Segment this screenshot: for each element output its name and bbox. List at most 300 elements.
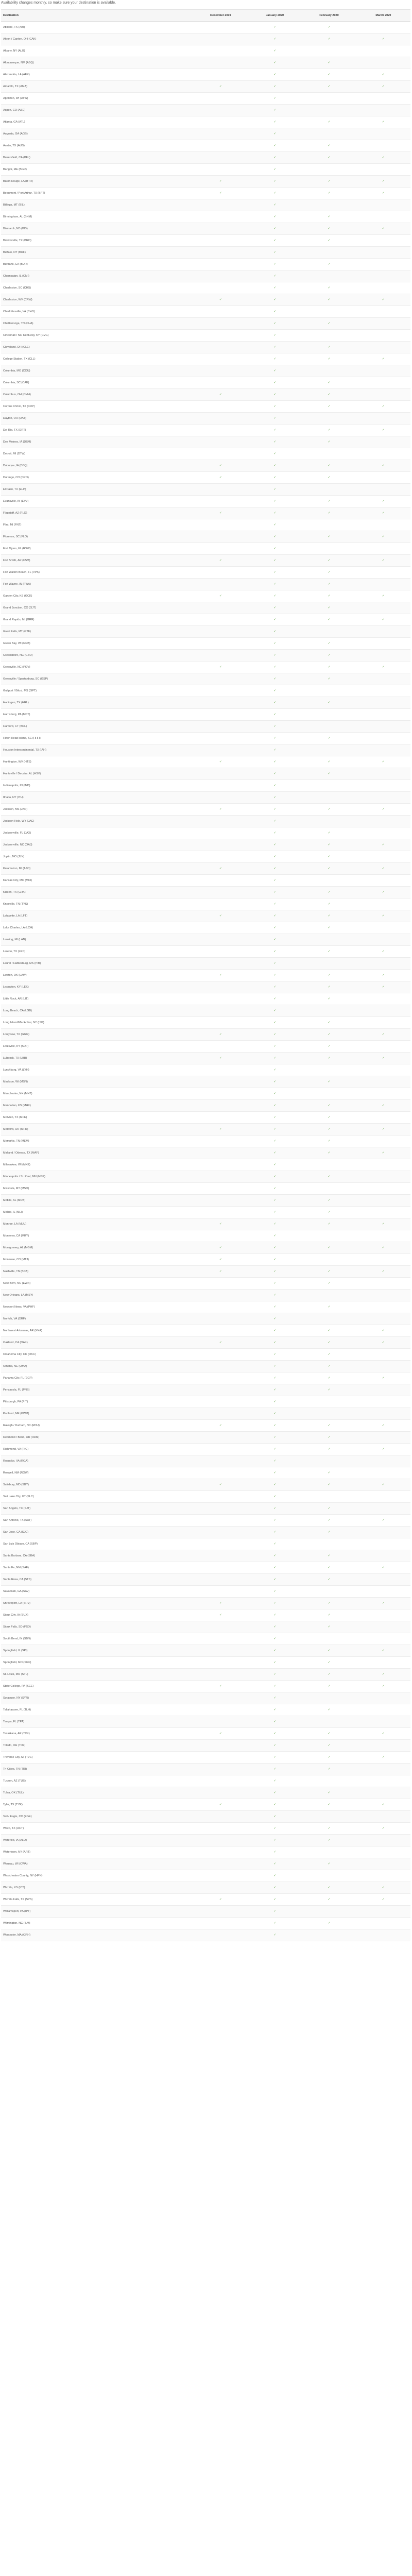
availability-cell [356, 259, 410, 270]
availability-cell [248, 57, 302, 69]
availability-cell [248, 1325, 302, 1337]
check-icon: ✓ [328, 1080, 331, 1083]
availability-cell [356, 1278, 410, 1290]
availability-cell [248, 685, 302, 697]
check-icon: ✓ [273, 1637, 277, 1640]
table-row [1, 721, 410, 733]
availability-cell [356, 460, 410, 472]
availability-cell [194, 507, 248, 519]
table-row [1, 425, 410, 436]
availability-cell [194, 1811, 248, 1823]
availability-cell [248, 1716, 302, 1728]
check-icon: ✓ [382, 1755, 385, 1759]
availability-cell [356, 377, 410, 389]
availability-cell [302, 330, 356, 342]
availability-cell [194, 1775, 248, 1787]
availability-cell [194, 602, 248, 614]
table-row [1, 756, 410, 768]
check-icon: ✓ [219, 867, 222, 870]
check-icon: ✓ [273, 855, 277, 858]
table-row [1, 1823, 410, 1835]
availability-cell [356, 1609, 410, 1621]
availability-cell [194, 1515, 248, 1527]
availability-cell [194, 318, 248, 330]
check-icon: ✓ [382, 1222, 385, 1226]
check-icon: ✓ [273, 298, 277, 301]
availability-cell [248, 602, 302, 614]
destination-cell: Long Island/MacArthur, NY (ISP) [1, 1017, 194, 1029]
check-icon: ✓ [273, 558, 277, 562]
availability-cell [248, 899, 302, 910]
check-icon: ✓ [273, 1578, 277, 1581]
check-icon: ✓ [382, 191, 385, 195]
destination-cell: Vail / Eagle, CO (EGE) [1, 1811, 194, 1823]
check-icon: ✓ [382, 867, 385, 870]
check-icon: ✓ [273, 1471, 277, 1475]
check-icon: ✓ [273, 262, 277, 266]
availability-cell [302, 484, 356, 496]
destination-cell: Hartford, CT (BDL) [1, 721, 194, 733]
destination-cell: Augusta, GA (AGS) [1, 128, 194, 140]
check-icon: ✓ [328, 357, 331, 361]
availability-cell [302, 993, 356, 1005]
availability-cell [302, 365, 356, 377]
availability-cell [248, 484, 302, 496]
availability-cell [302, 1254, 356, 1266]
table-row [1, 235, 410, 247]
table-row [1, 448, 410, 460]
check-icon: ✓ [328, 1862, 331, 1866]
check-icon: ✓ [273, 1897, 277, 1901]
availability-cell [194, 211, 248, 223]
check-icon: ✓ [273, 1862, 277, 1866]
availability-cell [356, 211, 410, 223]
availability-cell [248, 1017, 302, 1029]
check-icon: ✓ [273, 191, 277, 195]
availability-cell [194, 330, 248, 342]
destination-cell: Salisbury, MD (SBY) [1, 1479, 194, 1491]
table-row [1, 164, 410, 176]
table-row [1, 69, 410, 81]
table-row [1, 662, 410, 673]
table-row [1, 1337, 410, 1349]
check-icon: ✓ [219, 1341, 222, 1344]
check-icon: ✓ [219, 476, 222, 479]
availability-cell [194, 342, 248, 353]
table-row [1, 45, 410, 57]
check-icon: ✓ [328, 144, 331, 147]
availability-cell [302, 1147, 356, 1159]
check-icon: ✓ [273, 49, 277, 53]
availability-cell [356, 247, 410, 259]
availability-cell [356, 223, 410, 235]
destination-cell: Roswell, NM (ROW) [1, 1467, 194, 1479]
availability-cell [302, 1657, 356, 1669]
availability-cell [194, 1444, 248, 1455]
availability-cell [194, 1894, 248, 1906]
check-icon: ✓ [273, 1743, 277, 1747]
destination-cell: Aspen, CO (ASE) [1, 105, 194, 116]
availability-cell [194, 1621, 248, 1633]
destination-cell: Worcester, MA (ORH) [1, 1929, 194, 1941]
table-row [1, 1621, 410, 1633]
check-icon: ✓ [382, 760, 385, 764]
availability-cell [248, 330, 302, 342]
check-icon: ✓ [328, 1044, 331, 1048]
availability-cell [248, 93, 302, 105]
check-icon: ✓ [219, 179, 222, 183]
check-icon: ✓ [273, 511, 277, 515]
availability-cell [194, 1396, 248, 1408]
availability-cell [248, 1349, 302, 1361]
availability-cell [302, 1207, 356, 1218]
check-icon: ✓ [382, 1732, 385, 1735]
check-icon: ✓ [273, 333, 277, 337]
table-row [1, 768, 410, 780]
check-icon: ✓ [273, 938, 277, 941]
check-icon: ✓ [273, 1115, 277, 1119]
availability-cell [356, 1550, 410, 1562]
availability-cell [356, 910, 410, 922]
check-icon: ✓ [382, 1341, 385, 1344]
destination-cell: Wilmington, NC (ILM) [1, 1918, 194, 1929]
check-icon: ✓ [273, 1649, 277, 1652]
availability-cell [356, 1894, 410, 1906]
table-row [1, 472, 410, 484]
check-icon: ✓ [219, 1423, 222, 1427]
availability-cell [356, 744, 410, 756]
availability-cell [194, 235, 248, 247]
table-row [1, 875, 410, 887]
availability-cell [356, 780, 410, 792]
availability-cell [356, 839, 410, 851]
check-icon: ✓ [273, 867, 277, 870]
check-icon: ✓ [382, 37, 385, 41]
destination-cell: Pensacola, FL (PNS) [1, 1384, 194, 1396]
table-row [1, 436, 410, 448]
destination-cell: Knoxville, TN (TYS) [1, 899, 194, 910]
destination-cell: Huntington, WV (HTS) [1, 756, 194, 768]
availability-cell [248, 1076, 302, 1088]
availability-cell [356, 1372, 410, 1384]
destination-cell: Milwaukee, WI (MKE) [1, 1159, 194, 1171]
table-row [1, 1491, 410, 1503]
table-row [1, 330, 410, 342]
availability-cell [248, 1704, 302, 1716]
availability-cell [194, 756, 248, 768]
availability-cell [356, 721, 410, 733]
destination-cell: Shreveport, LA (SHV) [1, 1598, 194, 1609]
availability-cell [194, 1041, 248, 1053]
availability-cell [356, 1681, 410, 1692]
availability-cell [248, 887, 302, 899]
availability-cell [248, 1775, 302, 1787]
availability-cell [356, 1515, 410, 1527]
check-icon: ✓ [273, 1056, 277, 1060]
destination-cell: Lawton, OK (LAW) [1, 970, 194, 981]
availability-cell [302, 839, 356, 851]
table-row [1, 1017, 410, 1029]
destination-cell: Newport News, VA (PHF) [1, 1301, 194, 1313]
destination-cell: Texarkana, AR (TXK) [1, 1728, 194, 1740]
availability-note: Availability changes monthly, so make sure your destination is available. [1, 1, 116, 5]
availability-cell [356, 1657, 410, 1669]
check-icon: ✓ [328, 393, 331, 396]
availability-cell [248, 768, 302, 780]
availability-cell [302, 1266, 356, 1278]
check-icon: ✓ [273, 144, 277, 147]
availability-cell [248, 993, 302, 1005]
table-row [1, 128, 410, 140]
table-row [1, 1218, 410, 1230]
availability-cell [302, 1396, 356, 1408]
table-row [1, 294, 410, 306]
availability-cell [356, 827, 410, 839]
check-icon: ✓ [273, 630, 277, 633]
destination-cell: Lansing, MI (LAN) [1, 934, 194, 946]
check-icon: ✓ [273, 1589, 277, 1593]
destination-cell: Buffalo, NY (BUF) [1, 247, 194, 259]
destination-cell: Moline, IL (MLI) [1, 1207, 194, 1218]
availability-cell [248, 1372, 302, 1384]
availability-cell [248, 1254, 302, 1266]
availability-cell [356, 1290, 410, 1301]
destination-cell: Lexington, KY (LEX) [1, 981, 194, 993]
check-icon: ✓ [273, 713, 277, 716]
table-row [1, 1609, 410, 1621]
availability-cell [302, 1491, 356, 1503]
column-header-december-2019: December 2019 [194, 10, 248, 22]
availability-cell [356, 1076, 410, 1088]
destination-cell: San Angelo, TX (SJT) [1, 1503, 194, 1515]
check-icon: ✓ [219, 1483, 222, 1486]
availability-cell [248, 1171, 302, 1183]
availability-cell [248, 827, 302, 839]
availability-cell [302, 235, 356, 247]
availability-cell [248, 199, 302, 211]
availability-cell [302, 958, 356, 970]
availability-cell [248, 235, 302, 247]
availability-cell [356, 1870, 410, 1882]
check-icon: ✓ [382, 1056, 385, 1060]
availability-cell [194, 1100, 248, 1112]
check-icon: ✓ [273, 369, 277, 372]
availability-cell [356, 436, 410, 448]
destination-cell: Syracuse, NY (SYR) [1, 1692, 194, 1704]
check-icon: ✓ [382, 1151, 385, 1155]
check-icon: ✓ [328, 381, 331, 384]
availability-cell [194, 887, 248, 899]
check-icon: ✓ [273, 120, 277, 124]
availability-cell [248, 1195, 302, 1207]
availability-cell [302, 792, 356, 804]
check-icon: ✓ [273, 1412, 277, 1415]
availability-cell [302, 425, 356, 436]
availability-cell [248, 1242, 302, 1254]
check-icon: ✓ [328, 1139, 331, 1143]
destination-cell: Bakersfield, CA (BFL) [1, 152, 194, 164]
check-icon: ✓ [328, 1305, 331, 1309]
table-row [1, 1100, 410, 1112]
availability-cell [356, 1669, 410, 1681]
check-icon: ✓ [273, 1625, 277, 1629]
check-icon: ✓ [273, 1032, 277, 1036]
availability-cell [248, 1207, 302, 1218]
check-icon: ✓ [328, 1364, 331, 1368]
destination-cell: Lake Charles, LA (LCH) [1, 922, 194, 934]
availability-cell [356, 1740, 410, 1752]
destination-cell: Burbank, CA (BUR) [1, 259, 194, 270]
table-row [1, 1882, 410, 1894]
column-header-february-2020: February 2020 [302, 10, 356, 22]
availability-cell [302, 567, 356, 579]
table-row [1, 116, 410, 128]
check-icon: ✓ [273, 1850, 277, 1854]
availability-cell [302, 1692, 356, 1704]
check-icon: ✓ [273, 1459, 277, 1463]
table-row [1, 993, 410, 1005]
table-row [1, 496, 410, 507]
availability-cell [356, 934, 410, 946]
check-icon: ✓ [273, 736, 277, 740]
destination-cell: Tallahassee, FL (TLH) [1, 1704, 194, 1716]
availability-cell [302, 1835, 356, 1846]
check-icon: ✓ [273, 748, 277, 752]
availability-cell [302, 590, 356, 602]
check-icon: ✓ [328, 1613, 331, 1617]
availability-cell [302, 1136, 356, 1147]
table-row [1, 839, 410, 851]
check-icon: ✓ [328, 1886, 331, 1889]
availability-cell [356, 863, 410, 875]
destination-cell: Des Moines, IA (DSM) [1, 436, 194, 448]
check-icon: ✓ [328, 653, 331, 657]
availability-cell [248, 140, 302, 152]
availability-cell [302, 1562, 356, 1574]
table-row [1, 1479, 410, 1491]
availability-cell [248, 1361, 302, 1372]
check-icon: ✓ [328, 1127, 331, 1131]
availability-cell [302, 531, 356, 543]
availability-cell [356, 270, 410, 282]
availability-cell [302, 756, 356, 768]
check-icon: ✓ [219, 1056, 222, 1060]
availability-cell [356, 1361, 410, 1372]
table-row [1, 1124, 410, 1136]
availability-cell [302, 1444, 356, 1455]
availability-cell [302, 1633, 356, 1645]
availability-cell [194, 650, 248, 662]
availability-cell [302, 1527, 356, 1538]
destination-cell: Williamsport, PA (IPT) [1, 1906, 194, 1918]
availability-cell [356, 614, 410, 626]
availability-cell [302, 1846, 356, 1858]
destination-cell: Hilton Head Island, SC (HHH) [1, 733, 194, 744]
destination-cell: Cincinnati / No. Kentucky, KY (CVG) [1, 330, 194, 342]
table-row [1, 638, 410, 650]
availability-cell [194, 164, 248, 176]
availability-cell [356, 128, 410, 140]
check-icon: ✓ [382, 404, 385, 408]
table-row [1, 1752, 410, 1764]
availability-cell [194, 1787, 248, 1799]
availability-cell [302, 1929, 356, 1941]
availability-cell [194, 1503, 248, 1515]
availability-cell [194, 1870, 248, 1882]
table-row [1, 816, 410, 827]
availability-cell [194, 1325, 248, 1337]
availability-cell [302, 389, 356, 401]
check-icon: ✓ [328, 950, 331, 953]
availability-cell [248, 673, 302, 685]
check-icon: ✓ [328, 618, 331, 621]
table-row [1, 1207, 410, 1218]
availability-cell [356, 1266, 410, 1278]
check-icon: ✓ [273, 985, 277, 989]
availability-cell [302, 1159, 356, 1171]
table-row [1, 958, 410, 970]
check-icon: ✓ [328, 1708, 331, 1711]
table-row [1, 1290, 410, 1301]
availability-cell [302, 1799, 356, 1811]
check-icon: ✓ [328, 1672, 331, 1676]
availability-cell [302, 247, 356, 259]
check-icon: ✓ [273, 84, 277, 88]
check-icon: ✓ [273, 1566, 277, 1569]
check-icon: ✓ [328, 760, 331, 764]
check-icon: ✓ [273, 345, 277, 349]
availability-cell [248, 780, 302, 792]
check-icon: ✓ [273, 108, 277, 112]
check-icon: ✓ [328, 1435, 331, 1439]
availability-cell [356, 152, 410, 164]
destination-cell: Champaign, IL (CMI) [1, 270, 194, 282]
availability-cell [248, 1598, 302, 1609]
destination-cell: Kalamazoo, MI (AZO) [1, 863, 194, 875]
check-icon: ✓ [328, 570, 331, 574]
table-row [1, 1787, 410, 1799]
availability-cell [248, 116, 302, 128]
check-icon: ✓ [328, 985, 331, 989]
availability-cell [194, 780, 248, 792]
check-icon: ✓ [328, 902, 331, 906]
check-icon: ✓ [328, 1021, 331, 1024]
availability-cell [356, 1017, 410, 1029]
destination-cell: Monroe, LA (MLU) [1, 1218, 194, 1230]
availability-cell [302, 1918, 356, 1929]
table-row [1, 413, 410, 425]
availability-cell [356, 875, 410, 887]
availability-cell [194, 839, 248, 851]
availability-cell [248, 1503, 302, 1515]
availability-cell [302, 306, 356, 318]
availability-cell [194, 353, 248, 365]
check-icon: ✓ [273, 890, 277, 894]
availability-cell [194, 1301, 248, 1313]
availability-cell [356, 1858, 410, 1870]
availability-cell [194, 1242, 248, 1254]
availability-cell [248, 816, 302, 827]
check-icon: ✓ [273, 641, 277, 645]
availability-cell [356, 1349, 410, 1361]
availability-cell [302, 614, 356, 626]
check-icon: ✓ [382, 1826, 385, 1830]
availability-cell [248, 1586, 302, 1598]
availability-cell [356, 650, 410, 662]
destination-cell: Beaumont / Port Arthur, TX (BPT) [1, 188, 194, 199]
check-icon: ✓ [273, 132, 277, 135]
check-icon: ✓ [273, 618, 277, 621]
